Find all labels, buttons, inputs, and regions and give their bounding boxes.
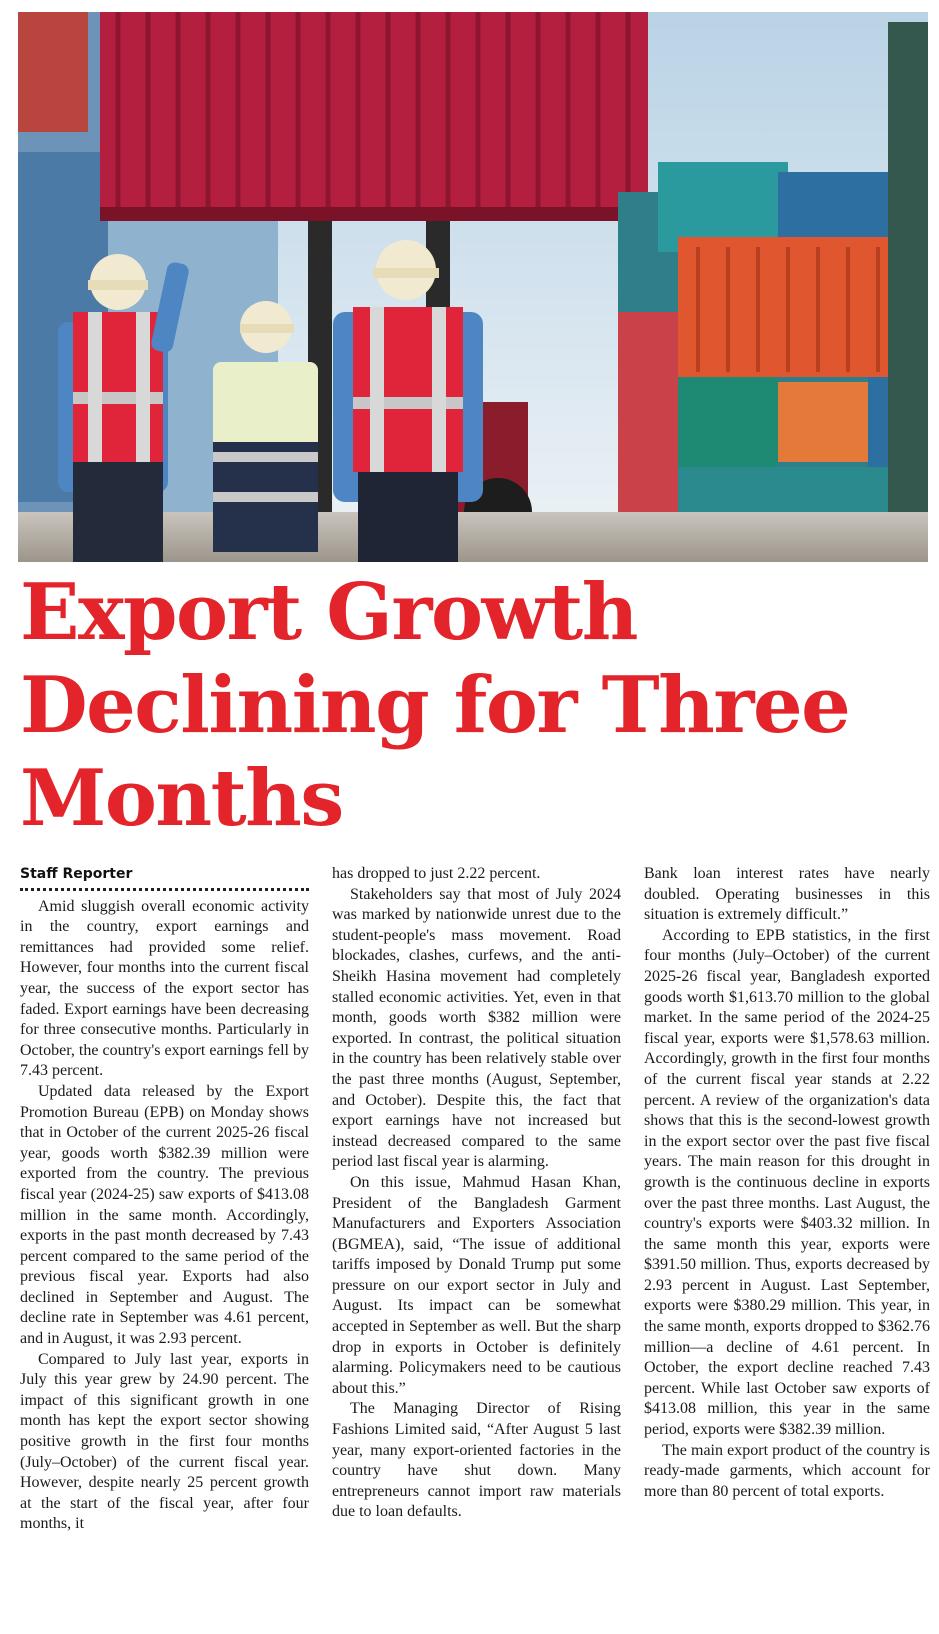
article-paragraph: Stakeholders say that most of July 2024 was marked by nationwide unrest due to the student-people's mass movement. Road blockades, clashes, curfews, and the anti-Sheikh Hasina movement had completely stalled economic activities. Yet, even in that month, goods worth $382 million were exported. In contrast, the political situation in the country has been relatively stable over the past three months (August, September, and October). Despite this, the fact that export earnings have not increased but instead decreased compared to the same period last fiscal year is alarming.	[332, 885, 621, 1171]
article-photo	[18, 12, 928, 562]
article-paragraph: has dropped to just 2.22 percent.	[332, 865, 541, 882]
article-column-1	[20, 864, 309, 1535]
article-paragraph: The main export product of the country is ready-made garments, which account for more than 80 percent of total exports.	[644, 1441, 930, 1500]
article-paragraph: According to EPB statistics, in the first four months (July–October) of the current 2025-26 fiscal year, Bangladesh exported goods worth $1,613.70 million to the global market. In the same period of the 2024-25 fiscal year, exports were $1,578.63 million. Accordingly, growth in the first four months of the current fiscal year stands at 2.22 percent. A review of the organization's data shows that this is the second-lowest growth in the export sector over the past five fiscal years. The main reason for this drought in growth is the continuous decline in exports over the past three months. Last August, the country's exports were $403.32 million. In the same month this year, exports were $391.50 million. Thus, exports decreased by 2.93 percent in August. Last September, exports were $380.29 million. This year, in the same month, exports dropped to $362.76 million—a decline of 4.61 percent. In October, the export decline reached 7.43 percent. While last October saw exports of $413.08 million, this year in the same period, exports were $382.39 million.	[644, 926, 930, 1439]
shipping-containers-workers-photo-icon	[18, 12, 928, 562]
headline: Export Growth Declining for Three Months	[20, 567, 850, 844]
article-paragraph: Bank loan interest rates have nearly doubled. Operating businesses in this situation is extremely difficult.”	[644, 865, 930, 924]
article-column-3	[644, 864, 930, 1502]
byline: Staff Reporter	[20, 866, 133, 882]
article-paragraph: The Managing Director of Rising Fashions Limited said, “After August 5 last year, many export-oriented factories in the country have shut down. Many entrepreneurs cannot import raw materials due to loan defaults.	[332, 1400, 621, 1521]
article-paragraph: Compared to July last year, exports in July this year grew by 24.90 percent. The impact of this significant growth in one month has kept the export sector showing positive growth in the first four months (July–October) of the current fiscal year. However, despite nearly 25 percent growth at the start of the fiscal year, after four months, it	[20, 1350, 309, 1533]
article-paragraph: Updated data released by the Export Promotion Bureau (EPB) on Monday shows that in October of the current 2025-26 fiscal year, goods worth $382.39 million were exported from the country. The previous fiscal year (2024-25) saw exports of $413.08 million in the same month. Accordingly, exports in the past month decreased by 7.43 percent compared to the same period of the previous fiscal year. Exports had also declined in September and August. The decline rate in September was 4.61 percent, and in August, it was 2.93 percent.	[20, 1082, 309, 1348]
article-paragraph: Amid sluggish overall economic activity in the country, export earnings and remittances had provided some relief. However, four months into the current fiscal year, the success of the export sector has faded. Export earnings have been decreasing for three consecutive months. Particularly in October, the country's export earnings fell by 7.43 percent.	[20, 897, 309, 1080]
byline-divider	[20, 888, 309, 891]
article-column-2	[332, 864, 621, 1523]
article-paragraph: On this issue, Mahmud Hasan Khan, President of the Bangladesh Garment Manufacturers and Exporters Association (BGMEA), said, “The issue of additional tariffs imposed by Donald Trump put some pressure on our export sector in July and August. Its impact can be somewhat accepted in September as well. But the sharp drop in exports in October is definitely alarming. Policymakers need to be cautious about this.”	[332, 1173, 621, 1397]
